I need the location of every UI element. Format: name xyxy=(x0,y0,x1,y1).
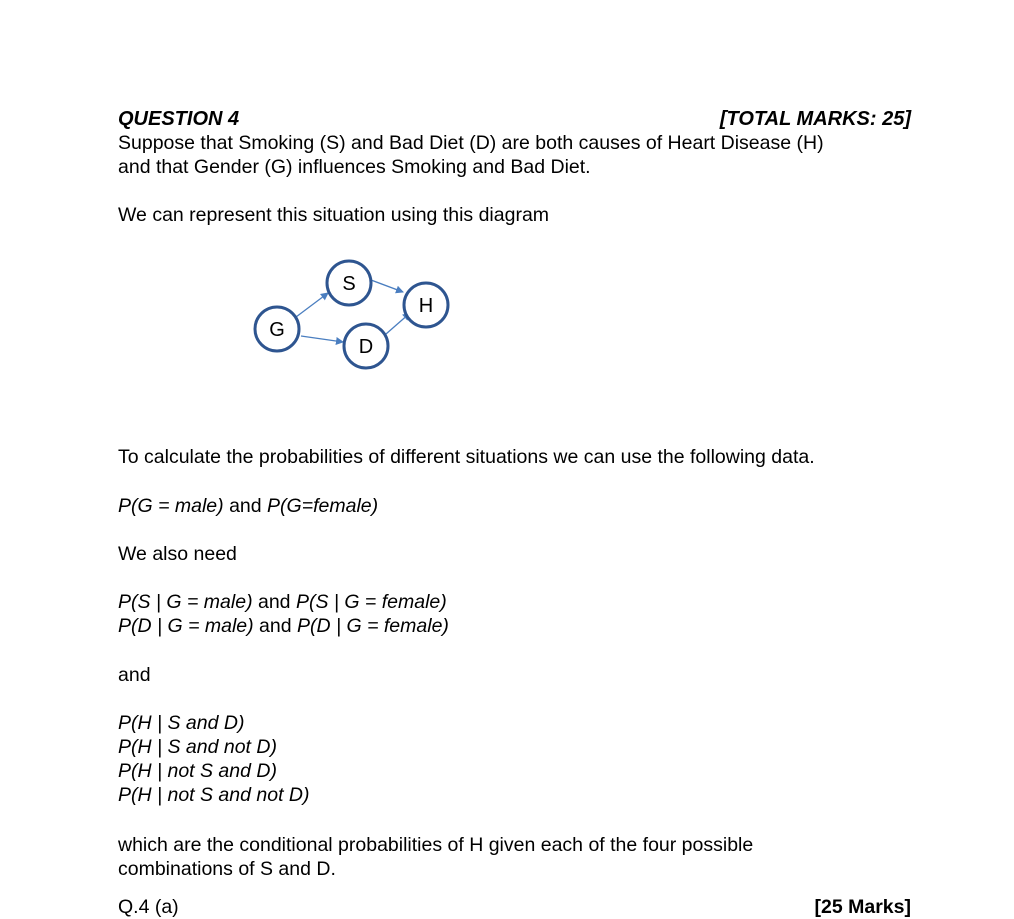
heart-prob-2: P(H | S and not D) xyxy=(118,736,277,758)
prob-g-male: P(G = male) xyxy=(118,495,224,517)
node-d-label: D xyxy=(358,336,374,358)
node-d xyxy=(344,324,388,368)
intro-line-1: Suppose that Smoking (S) and Bad Diet (D) are both causes of Heart Disease (H) xyxy=(118,132,824,154)
total-marks: [TOTAL MARKS: 25] xyxy=(719,108,911,130)
node-h-label: H xyxy=(418,295,434,317)
and-text: and xyxy=(252,591,296,613)
diet-probabilities xyxy=(118,614,449,638)
heart-prob-3: P(H | not S and D) xyxy=(118,760,277,782)
intro-line-2: and that Gender (G) influences Smoking and Bad Diet. xyxy=(118,156,591,178)
node-s-label: S xyxy=(342,273,356,295)
and-text: and xyxy=(223,495,268,517)
and-text: and xyxy=(253,615,298,637)
heart-prob-1: P(H | S and D) xyxy=(118,712,245,734)
prob-d-female: P(D | G = female) xyxy=(297,615,449,637)
node-s xyxy=(327,261,371,305)
conclusion-line-2: combinations of S and D. xyxy=(118,858,336,880)
prob-s-female: P(S | G = female) xyxy=(295,591,447,613)
node-g xyxy=(255,307,299,351)
heart-prob-4: P(H | not S and not D) xyxy=(118,784,310,806)
gender-probabilities xyxy=(118,494,378,518)
arrow-s-to-h xyxy=(371,280,403,292)
next-question-label: Q.4 (a) xyxy=(118,896,179,918)
calc-intro: To calculate the probabilities of different situations we can use the following data. xyxy=(118,446,815,468)
prob-g-female: P(G=female) xyxy=(267,495,379,517)
node-h xyxy=(404,283,448,327)
prob-s-male: P(S | G = male) xyxy=(118,591,253,613)
next-question-marks: [25 Marks] xyxy=(814,896,911,918)
prob-d-male: P(D | G = male) xyxy=(118,615,254,637)
causal-diagram xyxy=(240,255,460,375)
smoking-probabilities xyxy=(118,590,447,614)
arrow-g-to-d xyxy=(301,336,343,342)
diagram-intro: We can represent this situation using this diagram xyxy=(118,204,550,226)
node-g-label: G xyxy=(269,319,285,341)
conclusion-line-1: which are the conditional probabilities of H given each of the four possible xyxy=(118,834,754,856)
also-need: We also need xyxy=(118,543,237,565)
and-word: and xyxy=(118,664,151,686)
arrow-g-to-s xyxy=(296,293,328,317)
question-heading: QUESTION 4 xyxy=(118,108,240,130)
